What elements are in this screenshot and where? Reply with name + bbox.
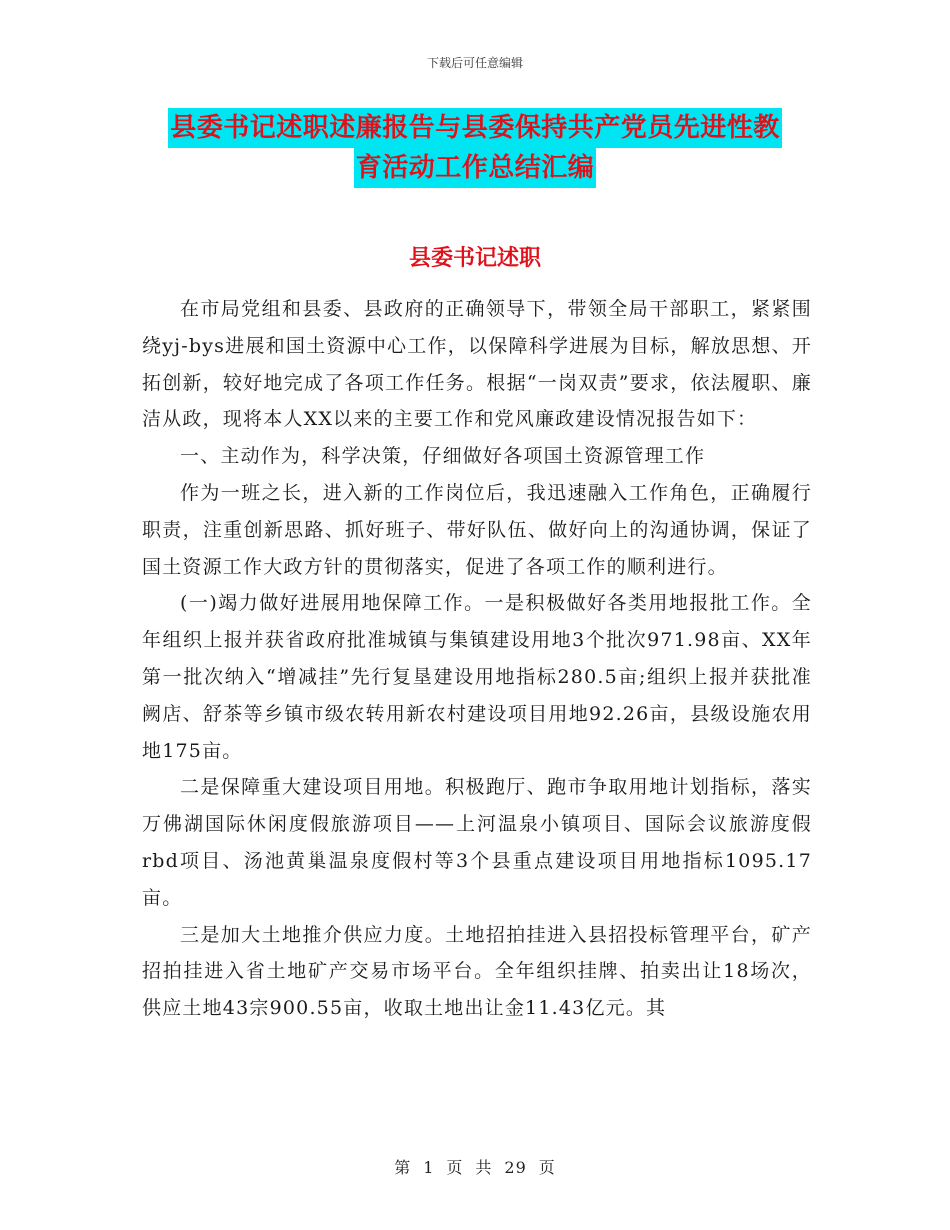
body-text [142, 291, 812, 1027]
footer-page-unit: 页 [446, 1158, 464, 1177]
paragraph-land-approval: (一)竭力做好进展用地保障工作。一是积极做好各类用地报批工作。全年组织上报并获省政府批准城镇与集镇建设用地3个批次971.98亩、XX年第一批次纳入“增减挂”先行复垦建设用地指标280.5亩;组织上报并获批准阙店、舒茶等乡镇市级农转用新农村建设项目用地92.26亩，县级设施农用地175亩。 [142, 592, 812, 762]
document-title [140, 108, 810, 188]
title-line-1: 县委书记述职述廉报告与县委保持共产党员先进性教 [168, 108, 782, 148]
title-line-2: 育活动工作总结汇编 [354, 148, 597, 188]
paragraph-major-projects: 二是保障重大建设项目用地。积极跑厅、跑市争取用地计划指标，落实万佛湖国际休闲度假旅游项目——上河温泉小镇项目、国际会议旅游度假rbd项目、汤池黄巢温泉度假村等3个县重点建设项目用地指标1095.17亩。 [142, 776, 812, 909]
footer-total-unit: 页 [538, 1158, 556, 1177]
header-note: 下载后可任意编辑 [426, 56, 523, 70]
page-footer [0, 1155, 950, 1178]
section-title: 县委书记述职 [408, 246, 541, 271]
footer-total-pages: 29 [504, 1158, 527, 1177]
paragraph-role: 作为一班之长，进入新的工作岗位后，我迅速融入工作角色，正确履行职责，注重创新思路、抓好班子、带好队伍、做好向上的沟通协调，保证了国土资源工作大政方针的贯彻落实，促进了各项工作的顺利进行。 [142, 481, 812, 578]
footer-total-label: 共 [475, 1158, 493, 1177]
footer-page-label: 第 [394, 1158, 412, 1177]
paragraph-heading-1: 一、主动作为，科学决策，仔细做好各项国土资源管理工作 [180, 445, 706, 468]
paragraph-intro: 在市局党组和县委、县政府的正确领导下，带领全局干部职工，紧紧围绕yj-bys进展和国土资源中心工作，以保障科学进展为目标，解放思想、开拓创新，较好地完成了各项工作任务。根据“一岗双责”要求，依法履职、廉洁从政，现将本人XX以来的主要工作和党风廉政建设情况报告如下： [142, 298, 812, 431]
footer-page-number: 1 [423, 1158, 435, 1177]
paragraph-land-supply: 三是加大土地推介供应力度。土地招拍挂进入县招投标管理平台，矿产招拍挂进入省土地矿产交易市场平台。全年组织挂牌、拍卖出让18场次，供应土地43宗900.55亩，收取土地出让金11.43亿元。其 [142, 923, 812, 1020]
